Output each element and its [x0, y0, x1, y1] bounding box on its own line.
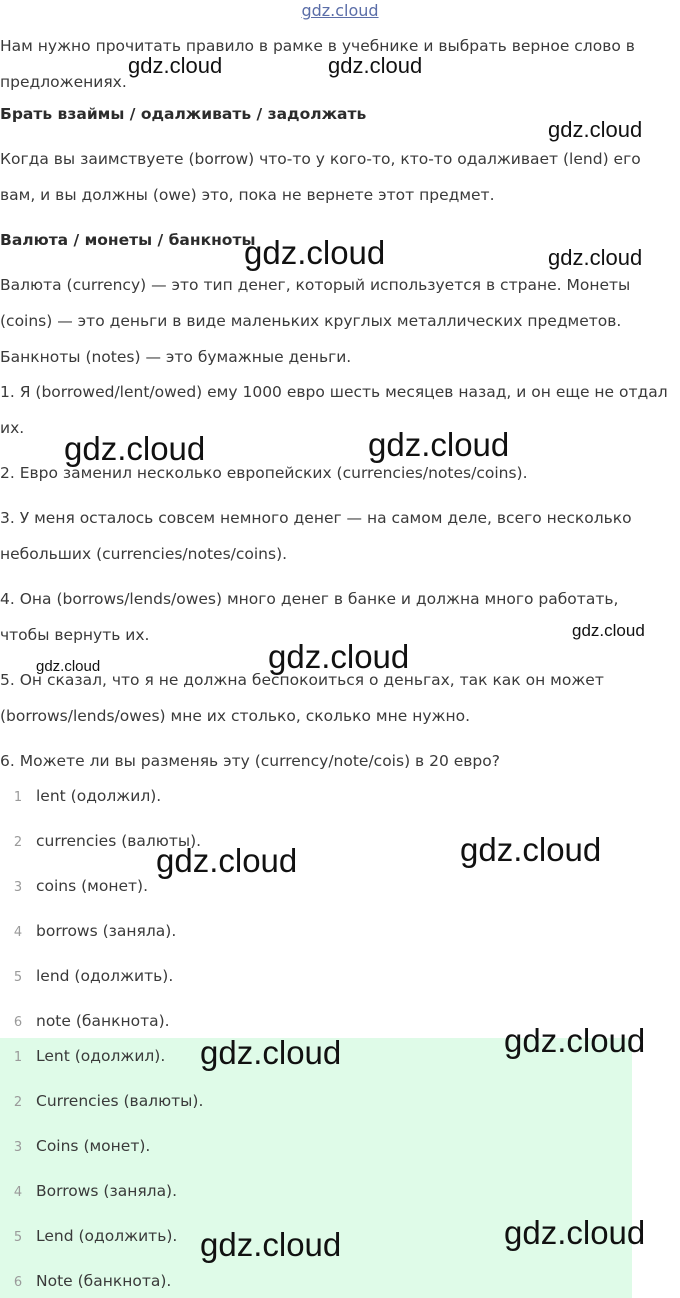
- watermark: gdz.cloud: [64, 430, 206, 467]
- site-link[interactable]: gdz.cloud: [301, 1, 379, 20]
- question-6: 6. Можете ли вы разменяь эту (currency/note/cois) в 20 евро?: [0, 752, 500, 770]
- answer-item: 3 coins (монет).: [13, 877, 149, 895]
- question-5: 5. Он сказал, что я не должна беспокоиться о деньгах, так как он может (borrows/lends/owes) мне их столько, сколько мне нужно.: [0, 671, 604, 725]
- highlighted-answer-item: 6 Note (банкнота).: [13, 1272, 172, 1290]
- watermark: gdz.cloud: [548, 245, 643, 270]
- answer-item: 6 note (банкнота).: [13, 1012, 170, 1030]
- highlighted-answer-item: 2 Currencies (валюты).: [13, 1092, 204, 1110]
- question-1: 1. Я (borrowed/lent/owed) ему 1000 евро шесть месяцев назад, и он еще не отдал их.: [0, 383, 668, 437]
- paragraph-borrow: Когда вы заимствуете (borrow) что-то у кого-то, кто-то одалживает (lend) его вам, и вы должны (owe) это, пока не вернете этот предмет.: [0, 150, 641, 204]
- paragraph-currency: Валюта (currency) — это тип денег, который используется в стране. Монеты (coins) — это деньги в виде маленьких круглых металлических предметов. Банкноты (notes) — это бумажные деньги.: [0, 276, 631, 366]
- watermark: gdz.cloud: [504, 1022, 646, 1059]
- highlighted-answer-item: 1 Lent (одолжил).: [13, 1047, 166, 1065]
- watermark: gdz.cloud: [36, 658, 101, 675]
- question-3: 3. У меня осталось совсем немного денег — на самом деле, всего несколько небольших (currencies/notes/coins).: [0, 509, 632, 563]
- watermark: gdz.cloud: [572, 621, 645, 640]
- watermark: gdz.cloud: [548, 117, 643, 142]
- watermark: gdz.cloud: [268, 638, 410, 675]
- watermark: gdz.cloud: [128, 53, 223, 78]
- answer-item: 2 currencies (валюты).: [13, 832, 202, 850]
- watermark: gdz.cloud: [200, 1226, 342, 1263]
- answer-item: 4 borrows (заняла).: [13, 922, 177, 940]
- watermark: gdz.cloud: [460, 831, 602, 868]
- question-4: 4. Она (borrows/lends/owes) много денег в банке и должна много работать, чтобы вернуть их.: [0, 590, 619, 644]
- highlighted-answer-item: 4 Borrows (заняла).: [13, 1182, 178, 1200]
- question-2: 2. Евро заменил несколько европейских (currencies/notes/coins).: [0, 464, 528, 482]
- watermark: gdz.cloud: [244, 234, 386, 271]
- watermark: gdz.cloud: [504, 1214, 646, 1251]
- intro-text: Нам нужно прочитать правило в рамке в учебнике и выбрать верное слово в предложениях.: [0, 37, 635, 91]
- watermark: gdz.cloud: [328, 53, 423, 78]
- watermark: gdz.cloud: [156, 842, 298, 879]
- heading-currency: Валюта / монеты / банкноты: [0, 231, 256, 249]
- heading-borrow: Брать взаймы / одалживать / задолжать: [0, 105, 367, 123]
- highlighted-answer-item: 3 Coins (монет).: [13, 1137, 151, 1155]
- highlighted-answer-item: 5 Lend (одолжить).: [13, 1227, 178, 1245]
- answer-item: 5 lend (одолжить).: [13, 967, 174, 985]
- answer-item: 1 lent (одолжил).: [13, 787, 162, 805]
- watermark: gdz.cloud: [200, 1034, 342, 1071]
- watermark: gdz.cloud: [368, 426, 510, 463]
